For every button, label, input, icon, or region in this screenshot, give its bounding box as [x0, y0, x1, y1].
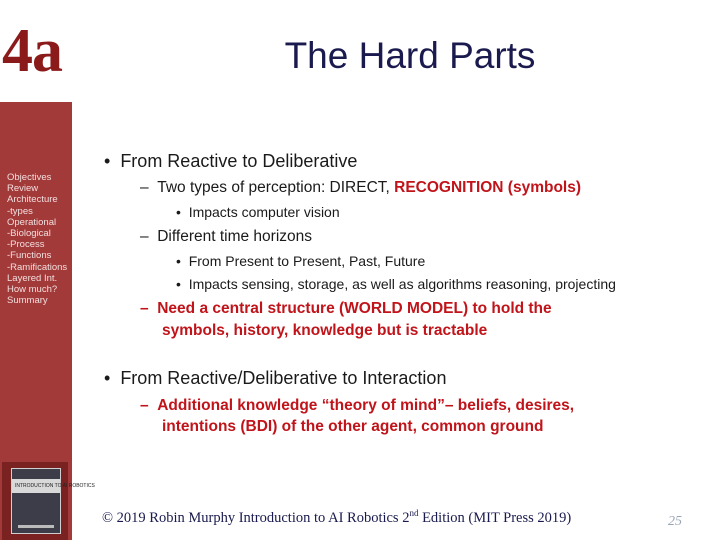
sidebar-item[interactable]: -Ramifications — [7, 261, 68, 273]
bullet-interaction — [104, 367, 446, 389]
sidebar-item[interactable]: -Process — [7, 239, 45, 251]
book-cover — [11, 468, 95, 534]
sub-bullet-text: Need a central structure (WORLD MODEL) to hold the — [157, 300, 552, 317]
sub-bullet-world-model — [140, 298, 552, 319]
cover-footer-bar — [18, 525, 54, 528]
sub-bullet-perception — [140, 177, 581, 198]
sub-bullet-text: Additional knowledge “theory of mind”– beliefs, desires, — [157, 397, 575, 414]
footer-text: © 2019 Robin Murphy Introduction to AI Robotics 2 — [102, 509, 410, 526]
bullet-dot-icon: • — [176, 204, 189, 220]
footer-text: Edition (MIT Press 2019) — [418, 509, 572, 526]
dash-icon: – — [140, 300, 158, 317]
sidebar-item[interactable]: Layered Int. — [7, 272, 58, 284]
sub-bullet-text: intentions (BDI) of the other agent, common ground — [162, 418, 544, 435]
dash-icon: – — [140, 397, 158, 414]
sidebar-item[interactable]: Operational — [7, 216, 57, 228]
sidebar-item[interactable]: Review — [7, 183, 39, 195]
bullet-dot-icon: • — [104, 368, 121, 388]
bullet-dot-icon: • — [176, 276, 189, 292]
sub-bullet-text: Different time horizons — [157, 228, 313, 245]
sub-bullet-text: Two types of perception: DIRECT, — [157, 179, 395, 196]
bullet-dot-icon: • — [176, 253, 189, 269]
sub-sub-bullet-vision — [176, 202, 340, 222]
sub-bullet-time-horizons — [140, 226, 312, 247]
slide-title: The Hard Parts — [284, 35, 536, 76]
bullet-dot-icon: • — [104, 151, 121, 171]
sub-sub-bullet-sensing — [176, 274, 616, 294]
sidebar-item[interactable]: Objectives — [7, 172, 52, 183]
sidebar-item[interactable]: Architecture — [7, 194, 58, 206]
sub-bullet-world-model-cont — [162, 320, 487, 341]
bullet-text: From Reactive to Deliberative — [120, 151, 358, 171]
page-number: 25 — [668, 514, 682, 529]
highlight-recognition: RECOGNITION (symbols) — [394, 179, 582, 196]
sub-bullet-theory-of-mind — [140, 395, 574, 416]
footer-superscript: nd — [409, 508, 419, 518]
cover-title: INTRODUCTION TO AI ROBOTICS — [15, 483, 95, 489]
sidebar-item[interactable]: Summary — [7, 295, 48, 307]
sidebar-item[interactable]: -types — [7, 205, 33, 217]
sub-sub-bullet-text: Impacts computer vision — [188, 204, 340, 220]
footer-copyright — [102, 508, 571, 527]
sub-sub-bullet-text: Impacts sensing, storage, as well as algorithms reasoning, projecting — [188, 276, 616, 292]
bullet-text: From Reactive/Deliberative to Interaction — [120, 368, 447, 388]
book-cover-image — [2, 462, 95, 540]
sub-sub-bullet-text: From Present to Present, Past, Future — [188, 253, 426, 269]
bullet-reactive-deliberative — [104, 150, 357, 172]
dash-icon: – — [140, 228, 158, 245]
chapter-label: 4a — [2, 17, 62, 85]
sidebar-item[interactable]: How much? — [7, 284, 58, 296]
sidebar-item[interactable]: -Functions — [7, 250, 52, 262]
dash-icon: – — [140, 179, 158, 196]
sub-bullet-theory-of-mind-cont — [162, 416, 543, 437]
sub-bullet-text: symbols, history, knowledge but is tractable — [162, 322, 488, 339]
sub-sub-bullet-present — [176, 251, 425, 271]
sidebar-nav — [7, 172, 73, 306]
sidebar-item[interactable]: -Biological — [7, 228, 51, 240]
